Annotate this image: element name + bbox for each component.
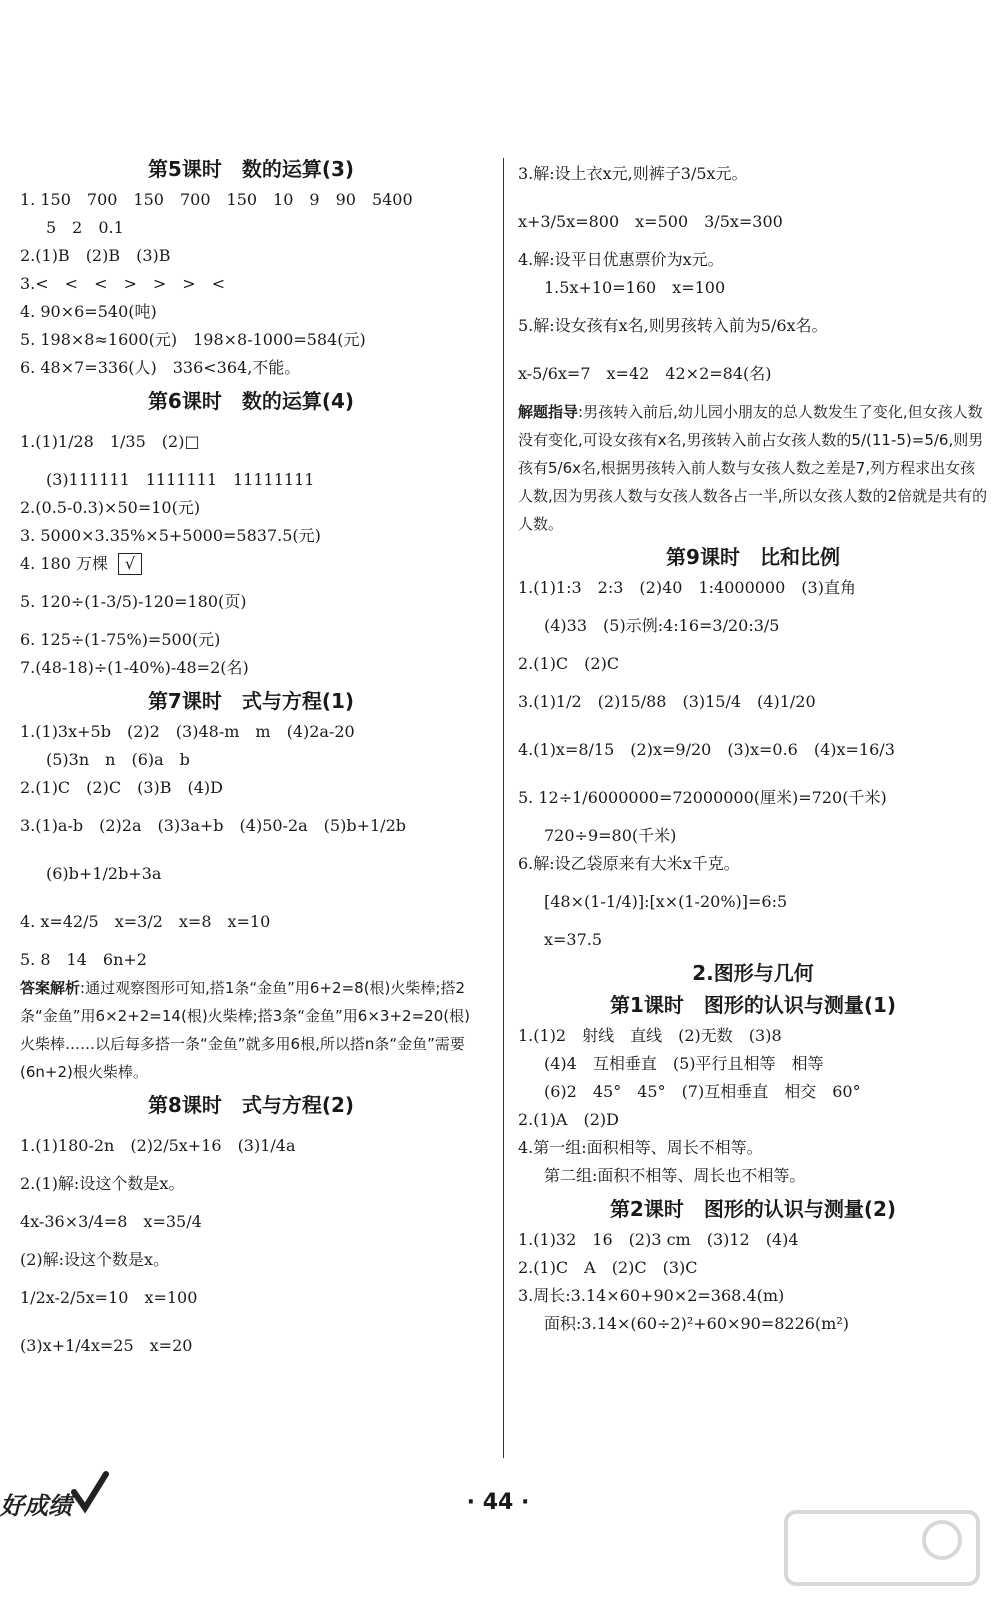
answer-line: 2.(1)C (2)C xyxy=(518,654,620,673)
heading-lesson9: 第9课时 比和比例 xyxy=(666,545,840,569)
answer-line: 3.周长:3.14×60+90×2=368.4(m) xyxy=(518,1286,785,1305)
answer-line: [48×(1-1/4)]:[x×(1-20%)]=6:5 xyxy=(544,892,788,911)
answer-line: 1.(1)180-2n (2)2/5x+16 (3)1/4a xyxy=(20,1136,296,1155)
heading-lesson5: 第5课时 数的运算(3) xyxy=(147,157,355,181)
answer-line: (6)2 45° 45° (7)互相垂直 相交 60° xyxy=(544,1082,861,1101)
note-text: :男孩转入前后,幼儿园小朋友的总人数发生了变化,但女孩人数没有变化,可设女孩有x名,男孩转入前占女孩人数的5/(11-5)=5/6,则男孩有5/6x名,根据男孩转入前人数与女孩人数之差是7,列方程求出女孩人数,因为男孩人数与女孩人数各占一半,所以女孩人数的2倍就是共有的人数。 xyxy=(518,403,988,533)
watermark-icon xyxy=(782,1508,982,1588)
answer-line: 720÷9=80(千米) xyxy=(544,826,677,845)
answer-line: 第二组:面积不相等、周长也不相等。 xyxy=(544,1166,806,1185)
answer-line: (6)b+1/2b+3a xyxy=(46,864,162,883)
answer-line: 4. x=42/5 x=3/2 x=8 x=10 xyxy=(20,912,271,931)
answer-line: 2.(1)B (2)B (3)B xyxy=(20,246,171,265)
answer-line: 7.(48-18)÷(1-40%)-48=2(名) xyxy=(20,658,249,677)
answer-text: 4. 180 万棵 xyxy=(20,554,108,573)
answer-line: 5 2 0.1 xyxy=(46,218,124,237)
answer-line: 6. 125÷(1-75%)=500(元) xyxy=(20,630,221,649)
answer-line: 3.(1)a-b (2)2a (3)3a+b (4)50-2a (5)b+1/2b xyxy=(20,816,406,835)
section-title: 2.图形与几何 xyxy=(692,961,814,985)
answer-line: 2.(1)解:设这个数是x。 xyxy=(20,1174,185,1193)
answer-line: 4. 90×6=540(吨) xyxy=(20,302,157,321)
answer-line: x=37.5 xyxy=(544,930,603,949)
heading-geometry-lesson2: 第2课时 图形的认识与测量(2) xyxy=(609,1197,897,1221)
answer-line: 5.解:设女孩有x名,则男孩转入前为5/6x名。 xyxy=(518,316,828,335)
heading-lesson6: 第6课时 数的运算(4) xyxy=(147,389,355,413)
answer-line: (4)33 (5)示例:4:16=3/20:3/5 xyxy=(544,616,780,635)
answer-line: (2)解:设这个数是x。 xyxy=(20,1250,170,1269)
answer-line: 2.(1)C (2)C (3)B (4)D xyxy=(20,778,223,797)
answer-line: 5. 12÷1/6000000=72000000(厘米)=720(千米) xyxy=(518,788,887,807)
answer-line: x+3/5x=800 x=500 3/5x=300 xyxy=(518,212,783,231)
answer-line: 1/2x-2/5x=10 x=100 xyxy=(20,1288,198,1307)
answer-line: 3. 5000×3.35%×5+5000=5837.5(元) xyxy=(20,526,321,545)
answer-line: 5. 8 14 6n+2 xyxy=(20,950,147,969)
answer-line: 面积:3.14×(60÷2)²+60×90=8226(m²) xyxy=(544,1314,849,1333)
left-column xyxy=(20,150,482,1370)
answer-line: 6. 48×7=336(人) 336<364,不能。 xyxy=(20,358,301,377)
answer-line: (5)3n n (6)a b xyxy=(46,750,190,769)
answer-line: 1.(1)3x+5b (2)2 (3)48-m m (4)2a-20 xyxy=(20,722,355,741)
answer-line: 3.解:设上衣x元,则裤子3/5x元。 xyxy=(518,164,748,183)
answer-line: 4.解:设平日优惠票价为x元。 xyxy=(518,250,724,269)
answer-line: 1.(1)2 射线 直线 (2)无数 (3)8 xyxy=(518,1026,782,1045)
answer-line: 2.(0.5-0.3)×50=10(元) xyxy=(20,498,201,517)
answer-analysis xyxy=(20,974,482,1086)
answer-line: x-5/6x=7 x=42 42×2=84(名) xyxy=(518,364,772,383)
right-column xyxy=(518,150,988,1338)
note-text: :通过观察图形可知,搭1条“金鱼”用6+2=8(根)火柴棒;搭2条“金鱼”用6×2+2=14(根)火柴棒;搭3条“金鱼”用6×3+2=20(根)火柴棒……以后每多搭一条“金鱼”就多用6根,所以搭n条“金鱼”需要(6n+2)根火柴棒。 xyxy=(20,979,470,1081)
note-label: 答案解析 xyxy=(20,979,81,997)
answer-line: 1.5x+10=160 x=100 xyxy=(544,278,726,297)
answer-line: 1.(1)32 16 (2)3 cm (3)12 (4)4 xyxy=(518,1230,799,1249)
answer-line-with-check xyxy=(20,550,482,578)
note-label: 解题指导 xyxy=(518,403,579,421)
answer-line: 1.(1)1:3 2:3 (2)40 1:4000000 (3)直角 xyxy=(518,578,856,597)
answer-line: 5. 120÷(1-3/5)-120=180(页) xyxy=(20,592,247,611)
answer-line: 3.< < < > > > < xyxy=(20,274,226,293)
column-divider xyxy=(503,158,504,1458)
answer-line: 1.(1)1/28 1/35 (2)□ xyxy=(20,432,200,451)
answer-line: (3)x+1/4x=25 x=20 xyxy=(20,1336,193,1355)
answer-line: 4.第一组:面积相等、周长不相等。 xyxy=(518,1138,763,1157)
heading-lesson8: 第8课时 式与方程(2) xyxy=(147,1093,355,1117)
heading-lesson7: 第7课时 式与方程(1) xyxy=(147,689,355,713)
answer-line: (4)4 互相垂直 (5)平行且相等 相等 xyxy=(544,1054,824,1073)
solution-guide xyxy=(518,398,988,538)
heading-geometry-lesson1: 第1课时 图形的认识与测量(1) xyxy=(609,993,897,1017)
answer-line: 1. 150 700 150 700 150 10 9 90 5400 xyxy=(20,190,413,209)
page-number: · 44 · xyxy=(466,1490,530,1515)
answer-line: 3.(1)1/2 (2)15/88 (3)15/4 (4)1/20 xyxy=(518,692,816,711)
answer-line: 5. 198×8≈1600(元) 198×8-1000=584(元) xyxy=(20,330,366,349)
brand-logo-text: 好成绩 xyxy=(0,1492,72,1520)
answer-line: 4.(1)x=8/15 (2)x=9/20 (3)x=0.6 (4)x=16/3 xyxy=(518,740,895,759)
answer-line: 2.(1)A (2)D xyxy=(518,1110,619,1129)
answer-line: 2.(1)C A (2)C (3)C xyxy=(518,1258,698,1277)
answer-line: 4x-36×3/4=8 x=35/4 xyxy=(20,1212,202,1231)
answer-line: (3)111111 1111111 11111111 xyxy=(46,470,315,489)
checkbox-mark: √ xyxy=(118,553,142,575)
answer-line: 6.解:设乙袋原来有大米x千克。 xyxy=(518,854,740,873)
